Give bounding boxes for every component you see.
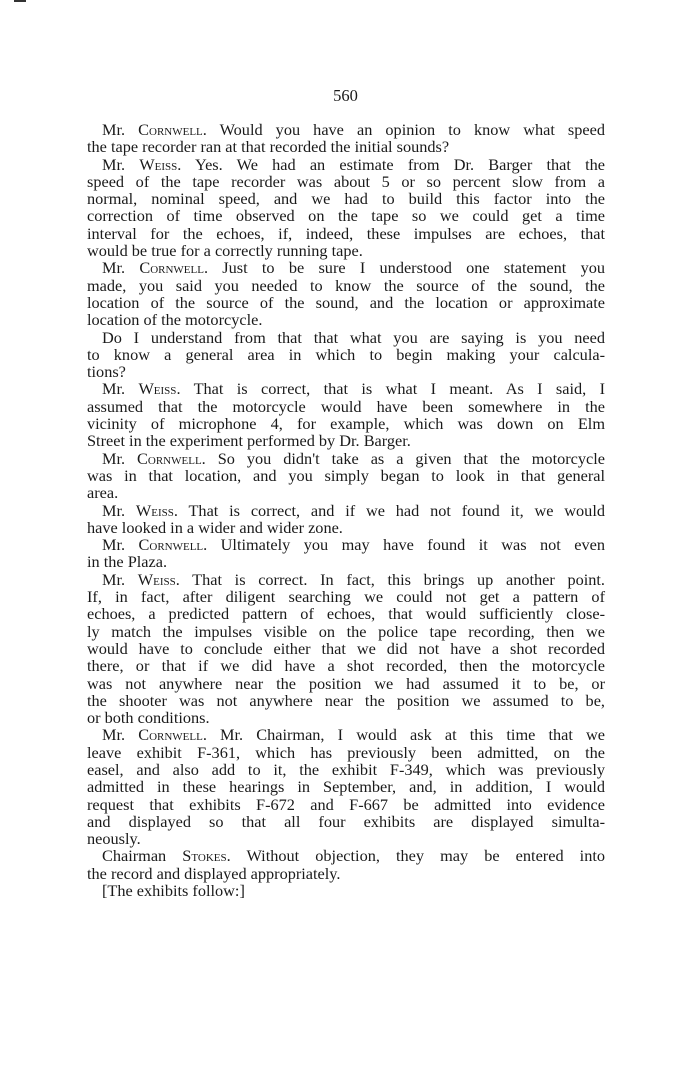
text-line: there, or that if we did have a shot recorded, then the motorcycle xyxy=(87,656,605,676)
text-line: have looked in a wider and wider zone. xyxy=(87,517,343,537)
speaker-title: Chairman xyxy=(102,846,183,866)
text-line: ly match the impulses visible on the police tape recording, then we xyxy=(87,621,605,641)
text-line: normal, nominal speed, and we had to build this factor into the xyxy=(87,189,605,209)
speaker-name: Weiss xyxy=(135,500,174,520)
speaker-name: Weiss xyxy=(139,154,178,174)
speaker-name: Cornwell xyxy=(137,448,202,468)
speaker-title: Mr. xyxy=(102,569,138,589)
speaker-title: Mr. xyxy=(102,500,136,520)
text-line: would be true for a correctly running tape. xyxy=(87,241,363,261)
line-text: . That is correct, and if we had not found it, we would xyxy=(173,500,605,520)
speaker-name: Cornwell xyxy=(139,258,204,278)
text-line: correction of time observed on the tape so we could get a time xyxy=(87,206,605,226)
text-line: assumed that the motorcycle would have been somewhere in the xyxy=(87,396,605,416)
speaker-title: Mr. xyxy=(102,258,140,278)
transcript-paragraph xyxy=(87,329,605,381)
text-line: the shooter was not anywhere near the position we assumed to be, xyxy=(87,690,605,710)
speaker-name: Cornwell xyxy=(138,535,204,555)
transcript-paragraph xyxy=(87,882,605,899)
text-line: easel, and also add to it, the exhibit F-349, which was previously xyxy=(87,759,605,779)
transcript-body xyxy=(87,121,605,899)
transcript-paragraph xyxy=(87,502,605,537)
transcript-paragraph xyxy=(87,450,605,502)
speaker-name: Weiss xyxy=(137,569,176,589)
scan-corner-mark xyxy=(14,0,26,2)
line-text: . Would you have an opinion to know what speed xyxy=(202,120,605,139)
transcript-paragraph xyxy=(87,380,605,449)
line-text: . Just to be sure I understood one statement you xyxy=(203,258,606,278)
text-line: admitted in these hearings in September, and, in addition, I would xyxy=(87,777,605,797)
transcript-paragraph xyxy=(87,571,605,727)
speaker-title: Mr. xyxy=(102,448,138,468)
transcript-paragraph xyxy=(87,259,605,328)
speaker-title: Mr. xyxy=(102,535,139,555)
speaker-title: Mr. xyxy=(102,725,139,745)
text-line: the record and displayed appropriately. xyxy=(87,863,341,883)
paragraph-first-line xyxy=(87,536,605,553)
text-line: and displayed so that all four exhibits are displayed simulta- xyxy=(87,811,605,831)
text-line: Street in the experiment performed by Dr. Barger. xyxy=(87,431,411,451)
text-line: to know a general area in which to begin making your calcula- xyxy=(87,344,605,364)
speaker-name: Weiss xyxy=(138,379,177,399)
text-line: in the Plaza. xyxy=(87,552,168,572)
paragraph-first-line xyxy=(87,450,605,467)
line-text: [The exhibits follow:] xyxy=(102,881,245,901)
speaker-name: Stokes xyxy=(182,846,227,866)
text-line: location of the motorcycle. xyxy=(87,310,263,330)
transcript-paragraph xyxy=(87,847,605,882)
speaker-name: Cornwell xyxy=(138,725,203,745)
speaker-title: Mr. xyxy=(102,120,139,139)
paragraph-first-line xyxy=(87,726,605,743)
speaker-title: Mr. xyxy=(102,154,140,174)
text-line: If, in fact, after diligent searching we could not get a pattern of xyxy=(87,587,605,607)
paragraph-first-line xyxy=(87,847,605,864)
speaker-title: Mr. xyxy=(102,379,139,399)
line-text: Do I understand from that that what you are saying is you need xyxy=(102,327,605,347)
text-line: location of the source of the sound, and the location or approximate xyxy=(87,292,605,312)
transcript-paragraph xyxy=(87,121,605,156)
text-line: vicinity of microphone 4, for example, which was down on Elm xyxy=(87,414,605,434)
paragraph-first-line xyxy=(87,121,605,138)
transcript-paragraph xyxy=(87,726,605,847)
text-line: leave exhibit F-361, which has previously been admitted, on the xyxy=(87,742,605,762)
line-text: . Mr. Chairman, I would ask at this time that we xyxy=(202,725,605,745)
text-line: area. xyxy=(87,483,119,503)
text-line: was not anywhere near the position we had assumed it to be, or xyxy=(87,673,605,693)
transcript-paragraph xyxy=(87,536,605,571)
paragraph-first-line xyxy=(87,502,605,519)
paragraph-first-line xyxy=(87,571,605,588)
text-line: was in that location, and you simply began to look in that general xyxy=(87,465,605,485)
line-text: . So you didn't take as a given that the motorcycle xyxy=(201,448,606,468)
text-line: would have to conclude either that we did not have a shot recorded xyxy=(87,638,605,658)
text-line: or both conditions. xyxy=(87,708,210,728)
text-line: speed of the tape recorder was about 5 or so percent slow from a xyxy=(87,171,605,191)
line-text: . That is correct. In fact, this brings up another point. xyxy=(175,569,605,589)
line-text: . Ultimately you may have found it was not even xyxy=(203,535,606,555)
paragraph-first-line xyxy=(87,882,605,899)
paragraph-first-line xyxy=(87,329,605,346)
line-text: . Yes. We had an estimate from Dr. Barger that the xyxy=(177,154,605,174)
text-line: interval for the echoes, if, indeed, these impulses are echoes, that xyxy=(87,223,605,243)
page-number: 560 xyxy=(333,86,358,105)
text-line: the tape recorder ran at that recorded the initial sounds? xyxy=(87,137,450,157)
text-line: neously. xyxy=(87,829,141,849)
paragraph-first-line xyxy=(87,156,605,173)
text-line: request that exhibits F-672 and F-667 be admitted into evidence xyxy=(87,794,605,814)
line-text: . That is correct, that is what I meant. As I said, I xyxy=(176,379,606,399)
text-line: tions? xyxy=(87,362,126,382)
text-line: made, you said you needed to know the source of the sound, the xyxy=(87,275,605,295)
line-text: . Without objection, they may be entered into xyxy=(226,846,605,866)
speaker-name: Cornwell xyxy=(138,120,203,139)
text-line: echoes, a predicted pattern of echoes, that would sufficiently close- xyxy=(87,604,605,624)
paragraph-first-line xyxy=(87,259,605,276)
paragraph-first-line xyxy=(87,380,605,397)
transcript-paragraph xyxy=(87,156,605,260)
